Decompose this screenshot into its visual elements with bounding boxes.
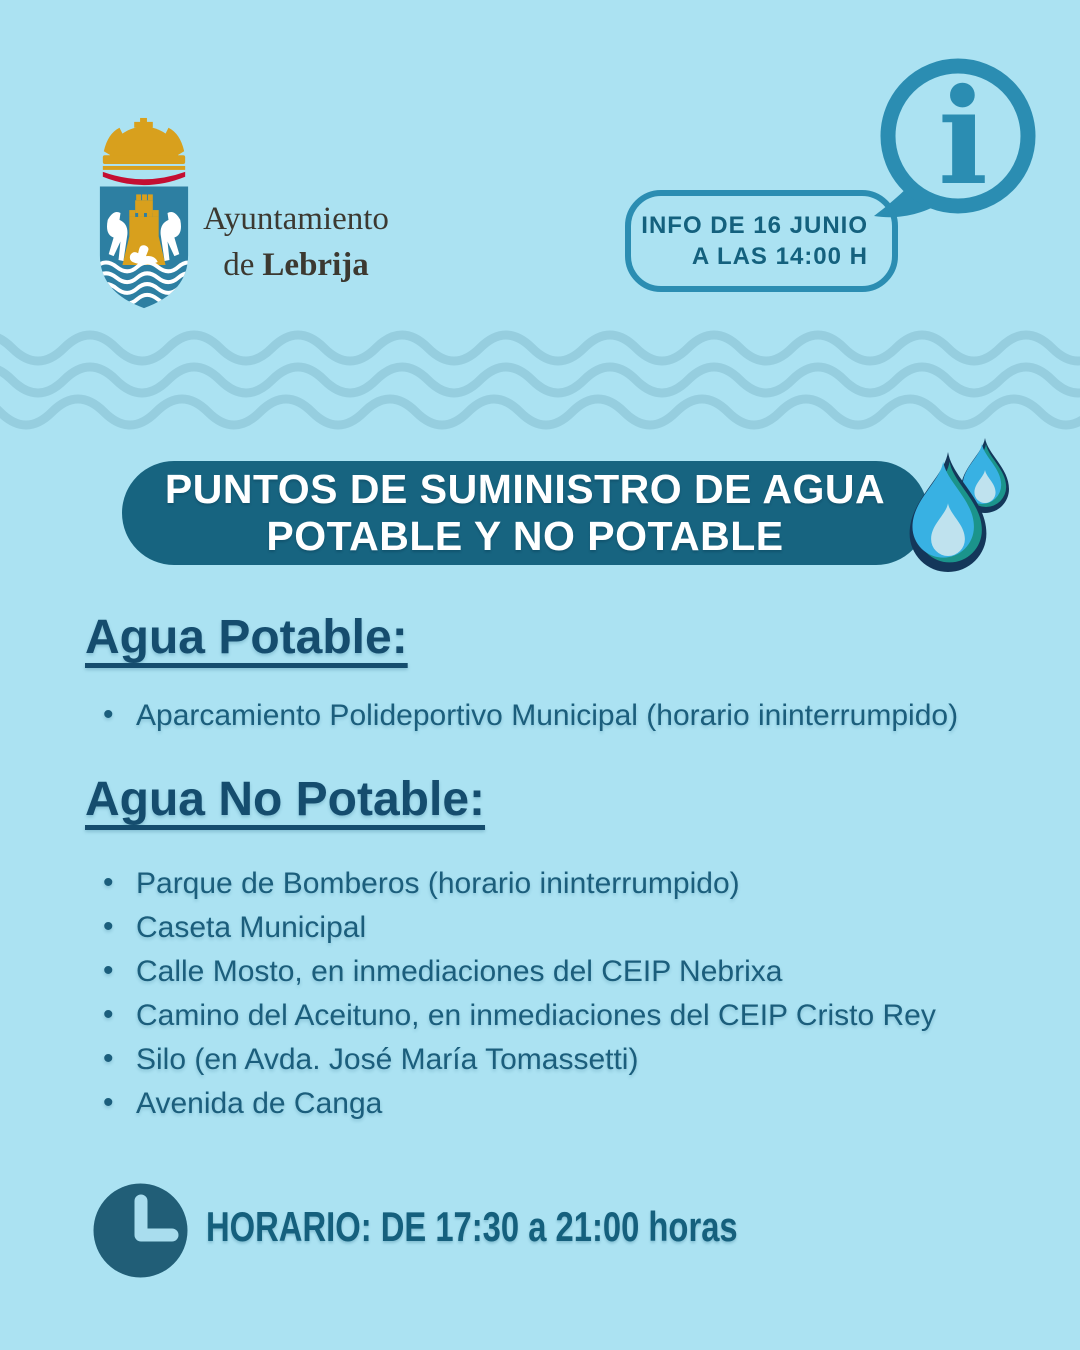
title-banner (122, 461, 928, 565)
title-line2: POTABLE Y NO POTABLE (266, 513, 784, 559)
org-name-prefix: de (223, 247, 255, 283)
badge-line2: A LAS 14:00 H (691, 242, 868, 270)
badge-line1: INFO DE 16 JUNIO (641, 211, 868, 239)
list-item: • Caseta Municipal (103, 906, 936, 950)
list-item: • Aparcamiento Polideportivo Municipal (horario ininterrumpido) (103, 694, 958, 738)
list-item: • Parque de Bomberos (horario ininterrumpido) (103, 862, 936, 906)
agua-no-potable-list (103, 862, 936, 1126)
agua-potable-list (103, 694, 958, 738)
list-item: • Avenida de Canga (103, 1082, 936, 1126)
list-item: • Calle Mosto, en inmediaciones del CEIP Nebrixa (103, 950, 936, 994)
org-name-line2 (194, 242, 398, 288)
schedule-text: HORARIO: DE 17:30 a 21:00 horas (206, 1203, 738, 1250)
org-name-line1: Ayuntamiento (203, 201, 389, 237)
info-glyph: i (937, 60, 989, 215)
section-heading-agua-potable: Agua Potable: (85, 611, 408, 664)
water-drops-icon (900, 436, 1018, 576)
org-name (194, 196, 398, 288)
wave-pattern (0, 328, 1080, 432)
org-name-city: Lebrija (262, 247, 369, 283)
list-item: • Camino del Aceituno, en inmediaciones del CEIP Cristo Rey (103, 994, 936, 1038)
list-item: • Silo (en Avda. José María Tomassetti) (103, 1038, 936, 1082)
info-date-badge (625, 190, 898, 292)
title-line1: PUNTOS DE SUMINISTRO DE AGUA (164, 466, 886, 512)
clock-icon (92, 1182, 189, 1279)
section-heading-agua-no-potable: Agua No Potable: (85, 773, 486, 826)
coat-of-arms-icon (90, 116, 198, 312)
